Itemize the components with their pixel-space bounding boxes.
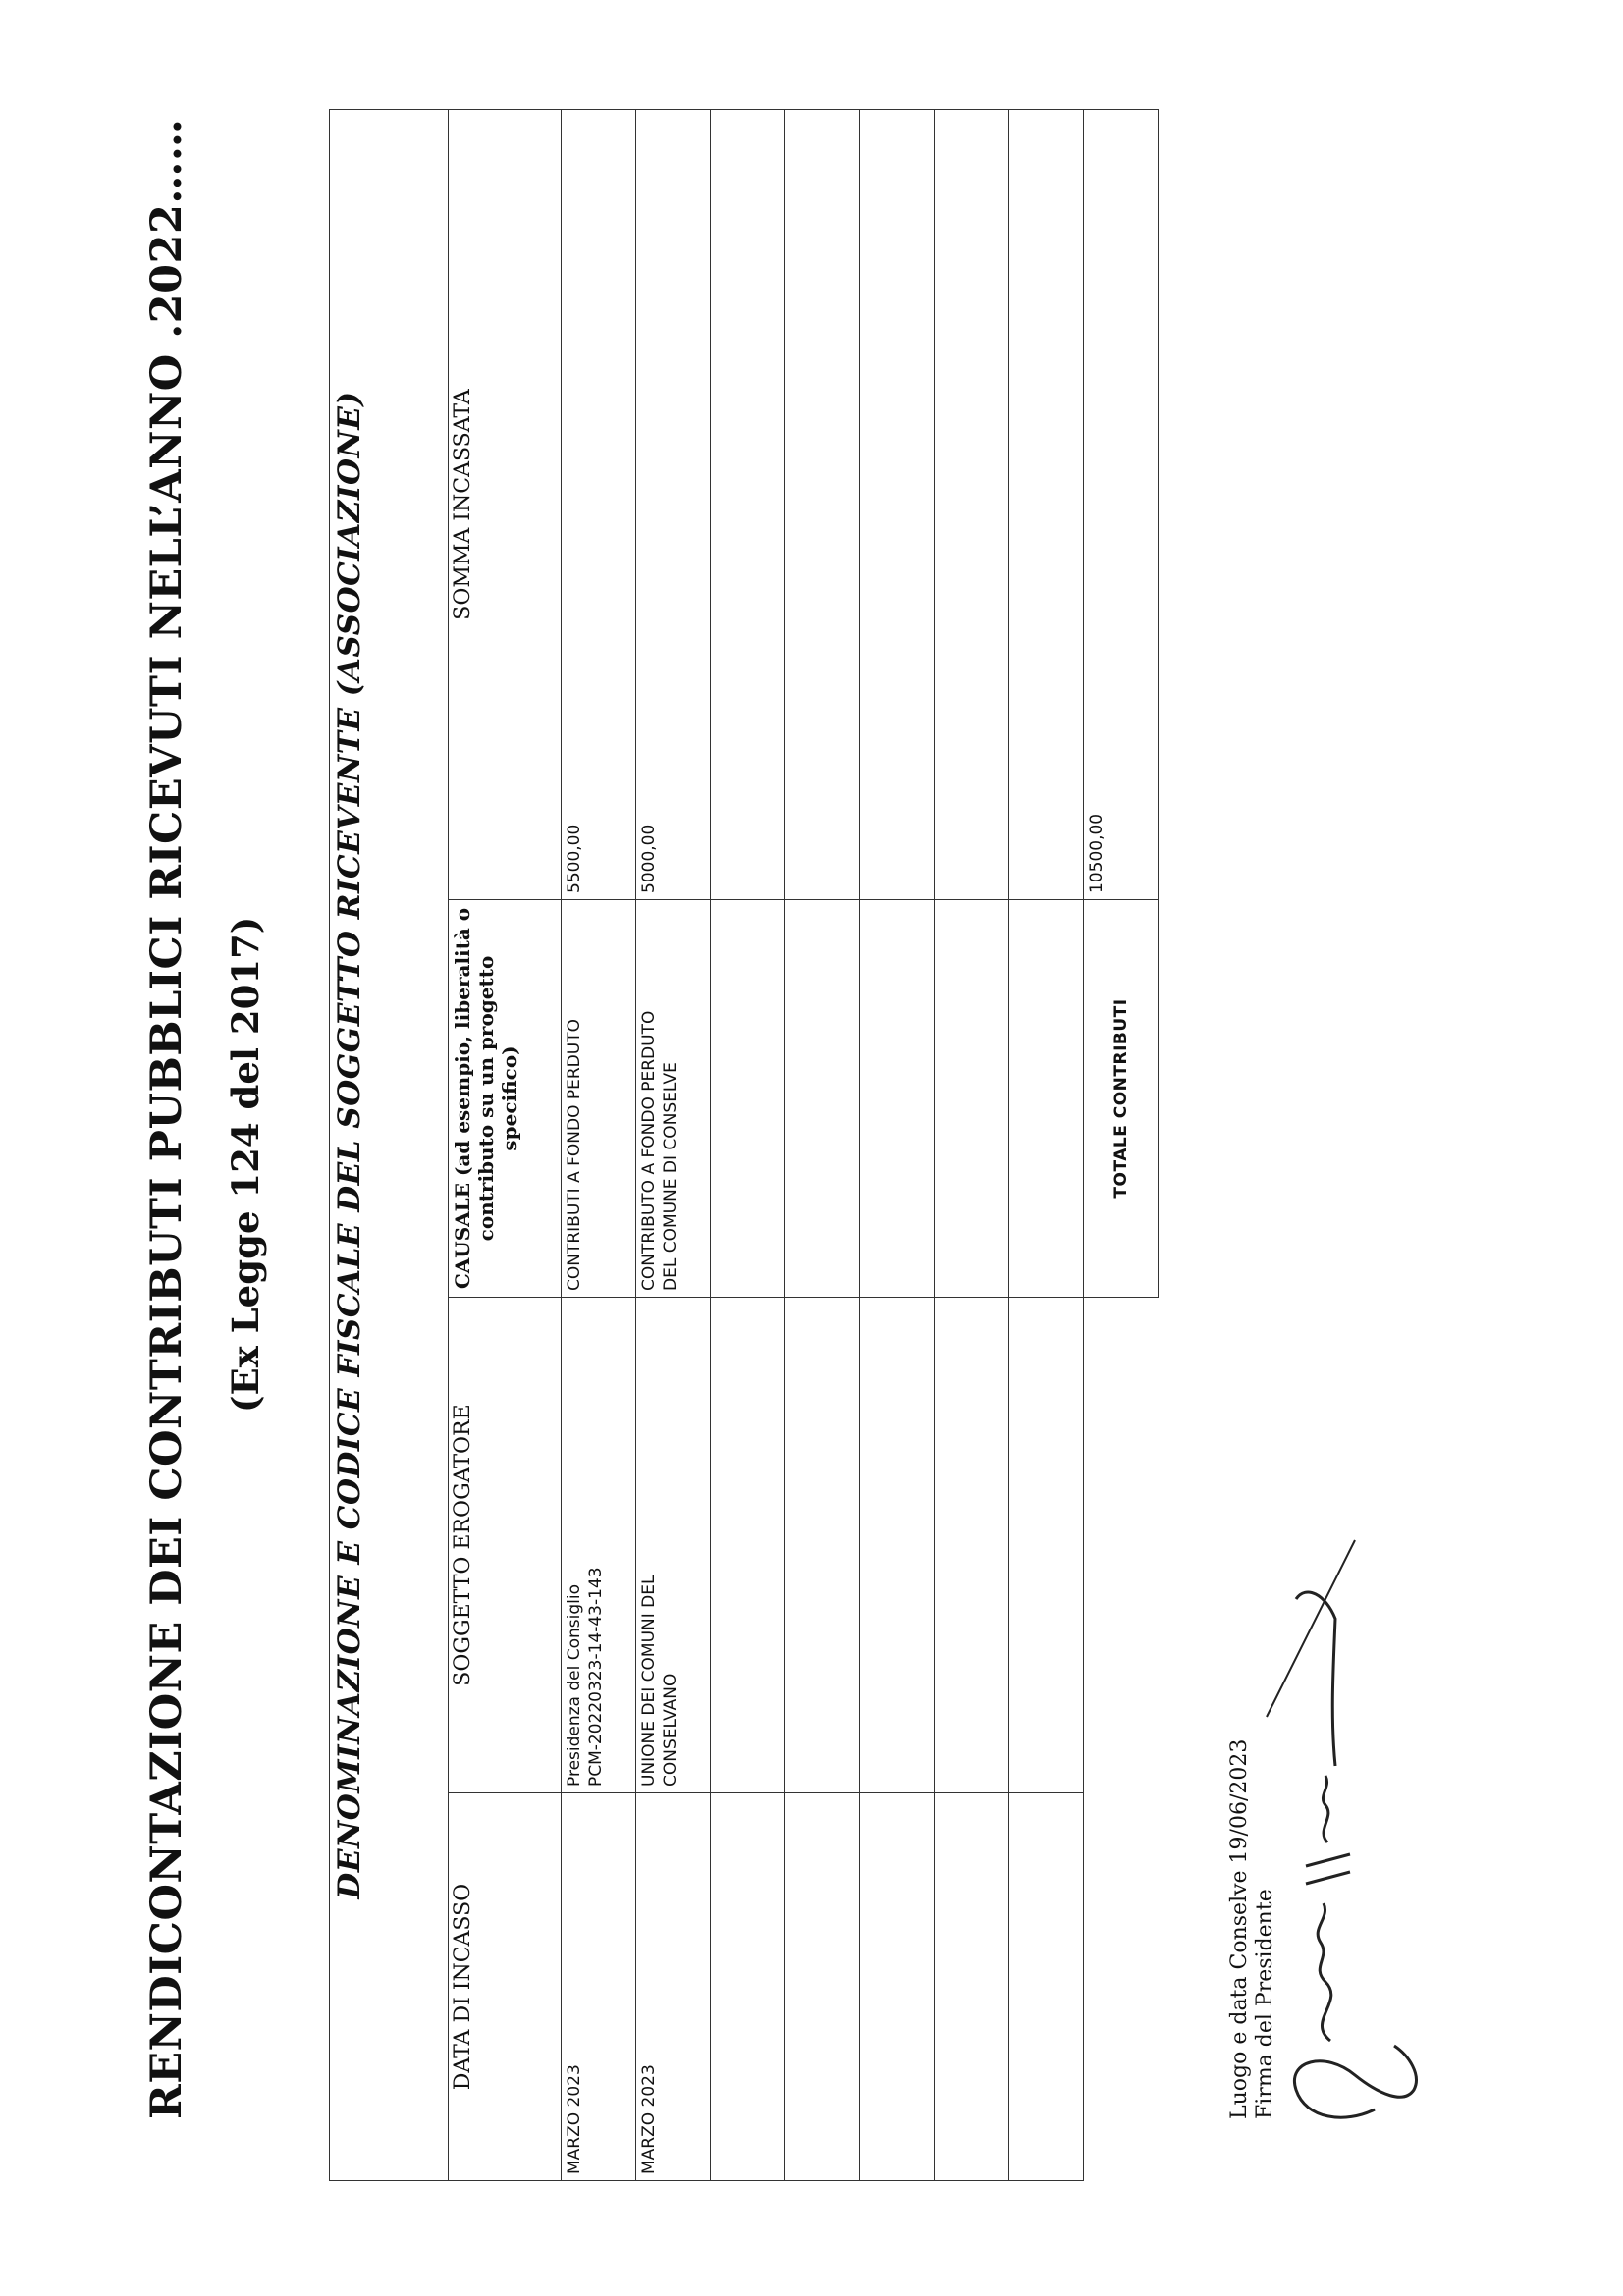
table-row [562, 109, 636, 2180]
cell-causale [562, 900, 636, 1298]
denomination-header: DENOMINAZIONE E CODICE FISCALE DEL SOGGETTO RICEVENTE (ASSOCIAZIONE) [330, 109, 449, 2180]
contributions-table [329, 109, 1159, 2181]
table-row [636, 109, 711, 2180]
cell-date: MARZO 2023 [562, 1793, 636, 2181]
cell-causale [636, 900, 711, 1298]
document-subtitle: (Ex Legge 124 del 2017) [224, 916, 267, 1413]
header-data-incasso: DATA DI INCASSO [449, 1793, 562, 2181]
causale-line: CONTRIBUTO A FONDO PERDUTO [639, 1010, 659, 1291]
erogatore-line: CONSELVANO [661, 1673, 680, 1787]
signature-label: Firma del Presidente [1253, 1889, 1277, 2119]
document-title: RENDICONTAZIONE DEI CONTRIBUTI PUBBLICI RICEVUTI NELL’ANNO .2022…… [142, 118, 191, 2119]
erogatore-line: PCM-20220323-14-43-143 [586, 1567, 606, 1787]
causale-line: CONTRIBUTI A FONDO PERDUTO [565, 1019, 584, 1291]
president-signature [1237, 1442, 1434, 2129]
cell-erogatore [636, 1298, 711, 1793]
erogatore-line: Presidenza del Consiglio [565, 1583, 584, 1787]
cell-date: MARZO 2023 [636, 1793, 711, 2181]
cell-somma: 5500,00 [562, 109, 636, 899]
total-value: 10500,00 [1084, 109, 1159, 899]
table-row-empty [935, 109, 1009, 2180]
header-somma-incassata: SOMMA INCASSATA [449, 109, 562, 899]
cell-erogatore [562, 1298, 636, 1793]
table-row-empty [1009, 109, 1084, 2180]
place-date: Luogo e data Conselve 19/06/2023 [1227, 1738, 1252, 2119]
header-causale: CAUSALE (ad esempio, liberalità o contributo su un progetto specifico) [449, 900, 562, 1298]
cell-somma: 5000,00 [636, 109, 711, 899]
table-row-empty [860, 109, 935, 2180]
table-row-empty [785, 109, 860, 2180]
total-label: TOTALE CONTRIBUTI [1084, 900, 1159, 1298]
erogatore-line: UNIONE DEI COMUNI DEL [639, 1575, 659, 1787]
table-row-empty [711, 109, 785, 2180]
header-soggetto-erogatore: SOGGETTO EROGATORE [449, 1298, 562, 1793]
total-row [1084, 109, 1159, 2180]
causale-line: DEL COMUNE DI CONSELVE [661, 1062, 680, 1291]
